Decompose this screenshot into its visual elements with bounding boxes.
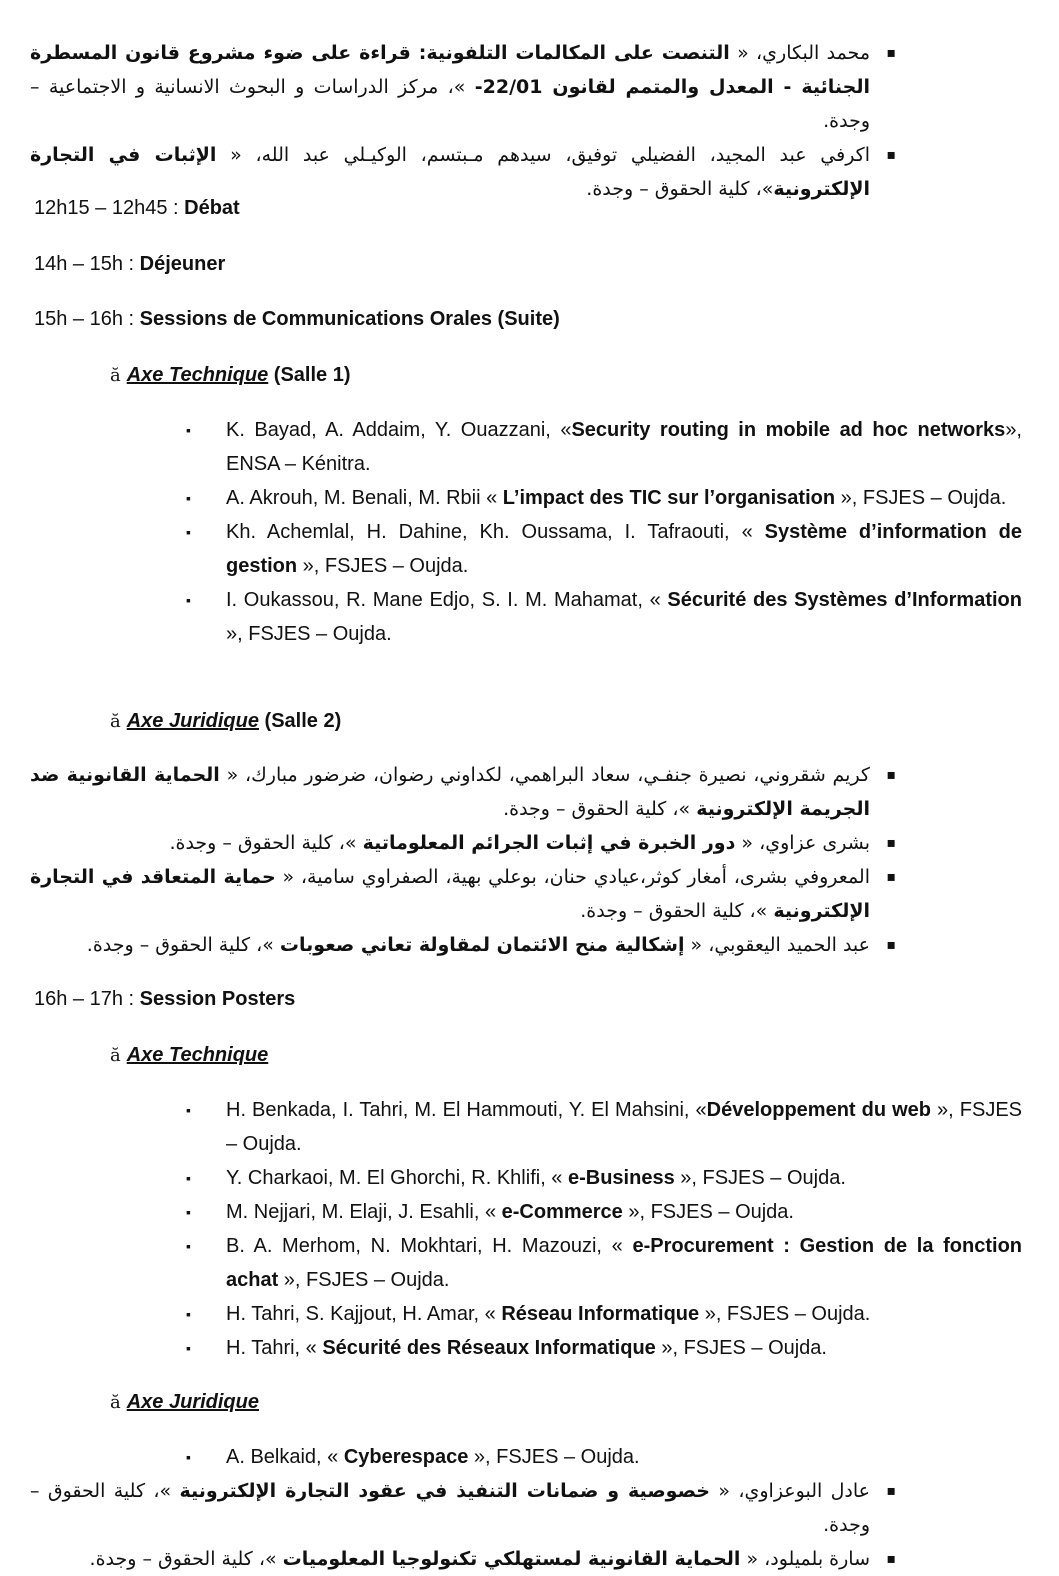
ornament-icon: ă <box>110 365 121 386</box>
bullet-icon: ▪ <box>186 1306 191 1322</box>
posters-juridique-ar-list <box>30 1474 896 1576</box>
list-item: ▪ H. Tahri, « Sécurité des Réseaux Informatique », FSJES – Oujda. <box>186 1331 1022 1365</box>
bullet-icon: ▪ <box>886 1483 896 1499</box>
list-item: ▪ سارة بلميلود، « الحماية القانونية لمستهلكي تكنولوجيا المعلوميات »، كلية الحقوق – وجدة. <box>30 1542 896 1576</box>
bullet-icon: ▪ <box>886 147 896 163</box>
list-item: ▪ Y. Charkaoi, M. El Ghorchi, R. Khlifi, « e-Business », FSJES – Oujda. <box>186 1161 1022 1195</box>
list-item: ▪ كريم شقروني، نصيرة جنفـي، سعاد البراهمي، لكداوني رضوان، ضرضور مبارك، « الحماية القانونية ضد الجريمة الإلكترونية »، كلية الحقوق – وجدة. <box>30 758 896 826</box>
oral-juridique-list <box>30 758 896 962</box>
list-item: ▪ B. A. Merhom, N. Mokhtari, H. Mazouzi, « e-Procurement : Gestion de la fonction achat », FSJES – Oujda. <box>186 1229 1022 1297</box>
bullet-icon: ▪ <box>186 1449 191 1465</box>
list-item: ▪ H. Benkada, I. Tahri, M. El Hammouti, Y. El Mahsini, «Développement du web », FSJES – Oujda. <box>186 1093 1022 1161</box>
list-item: ▪ A. Akrouh, M. Benali, M. Rbii « L’impact des TIC sur l’organisation », FSJES – Oujda. <box>186 481 1022 515</box>
bullet-icon: ▪ <box>886 1551 896 1567</box>
list-item: ▪ بشرى عزاوي، « دور الخبرة في إثبات الجرائم المعلوماتية »، كلية الحقوق – وجدة. <box>30 826 896 860</box>
list-item: ▪ عبد الحميد اليعقوبي، « إشكالية منح الائتمان لمقاولة تعاني صعوبات »، كلية الحقوق – وجدة. <box>30 928 896 962</box>
ornament-icon: ă <box>110 1392 121 1413</box>
bullet-icon: ▪ <box>186 422 191 438</box>
bullet-icon: ▪ <box>886 937 896 953</box>
list-item: ▪ M. Nejjari, M. Elaji, J. Esahli, « e-Commerce », FSJES – Oujda. <box>186 1195 1022 1229</box>
schedule-debat: 12h15 – 12h45 : Débat <box>34 197 240 219</box>
list-item: ▪ المعروفي بشرى، أمغار كوثر،عيادي حنان، بوعلي بهية، الصفراوي سامية، « حماية المتعاقد في التجارة الإلكترونية »، كلية الحقوق – وجدة. <box>30 860 896 928</box>
list-item: ▪ K. Bayad, A. Addaim, Y. Ouazzani, «Security routing in mobile ad hoc networks», ENSA – Kénitra. <box>186 413 1022 481</box>
axis-heading-technique-salle1: ă Axe Technique (Salle 1) <box>110 364 351 386</box>
bullet-icon: ▪ <box>186 490 191 506</box>
list-item: ▪ Kh. Achemlal, H. Dahine, Kh. Oussama, I. Tafraouti, « Système d’information de gestion », FSJES – Oujda. <box>186 515 1022 583</box>
bullet-icon: ▪ <box>886 767 896 783</box>
ornament-icon: ă <box>110 711 121 732</box>
posters-juridique-fr-list <box>186 1440 1022 1474</box>
bullet-icon: ▪ <box>186 1102 191 1118</box>
list-item: ▪ عادل البوعزاوي، « خصوصية و ضمانات التنفيذ في عقود التجارة الإلكترونية »، كلية الحقوق – وجدة. <box>30 1474 896 1542</box>
schedule-sessions-orales: 15h – 16h : Sessions de Communications Orales (Suite) <box>34 308 560 330</box>
bullet-icon: ▪ <box>886 869 896 885</box>
bullet-icon: ▪ <box>186 524 191 540</box>
axis-heading-technique-posters: ă Axe Technique <box>110 1044 269 1066</box>
bullet-icon: ▪ <box>186 1170 191 1186</box>
bullet-icon: ▪ <box>186 1238 191 1254</box>
bullet-icon: ▪ <box>186 592 191 608</box>
top-arabic-list <box>30 36 896 206</box>
list-item: ▪ A. Belkaid, « Cyberespace », FSJES – Oujda. <box>186 1440 1022 1474</box>
bullet-icon: ▪ <box>886 45 896 61</box>
axis-heading-juridique-salle2: ă Axe Juridique (Salle 2) <box>110 710 342 732</box>
ornament-icon: ă <box>110 1045 121 1066</box>
schedule-dejeuner: 14h – 15h : Déjeuner <box>34 253 226 275</box>
oral-technique-list <box>186 413 1022 651</box>
bullet-icon: ▪ <box>186 1340 191 1356</box>
bullet-icon: ▪ <box>886 835 896 851</box>
list-item: ▪ اكرفي عبد المجيد، الفضيلي توفيق، سيدهم مـبتسم، الوكيـلي عبد الله، « الإثبات في التجارة الإلكترونية»، كلية الحقوق – وجدة. <box>30 138 896 206</box>
posters-technique-list <box>186 1093 1022 1365</box>
list-item: ▪ I. Oukassou, R. Mane Edjo, S. I. M. Mahamat, « Sécurité des Systèmes d’Information », FSJES – Oujda. <box>186 583 1022 651</box>
axis-heading-juridique-posters: ă Axe Juridique <box>110 1391 259 1413</box>
list-item: ▪ H. Tahri, S. Kajjout, H. Amar, « Réseau Informatique », FSJES – Oujda. <box>186 1297 1022 1331</box>
schedule-posters: 16h – 17h : Session Posters <box>34 988 296 1010</box>
bullet-icon: ▪ <box>186 1204 191 1220</box>
list-item: ▪ محمد البكاري، « التنصت على المكالمات التلفونية: قراءة على ضوء مشروع قانون المسطرة الجنائية - المعدل والمتمم لقانون 22/01- »، مركز الدراسات و البحوث الانسانية و الاجتماعية – وجدة. <box>30 36 896 138</box>
